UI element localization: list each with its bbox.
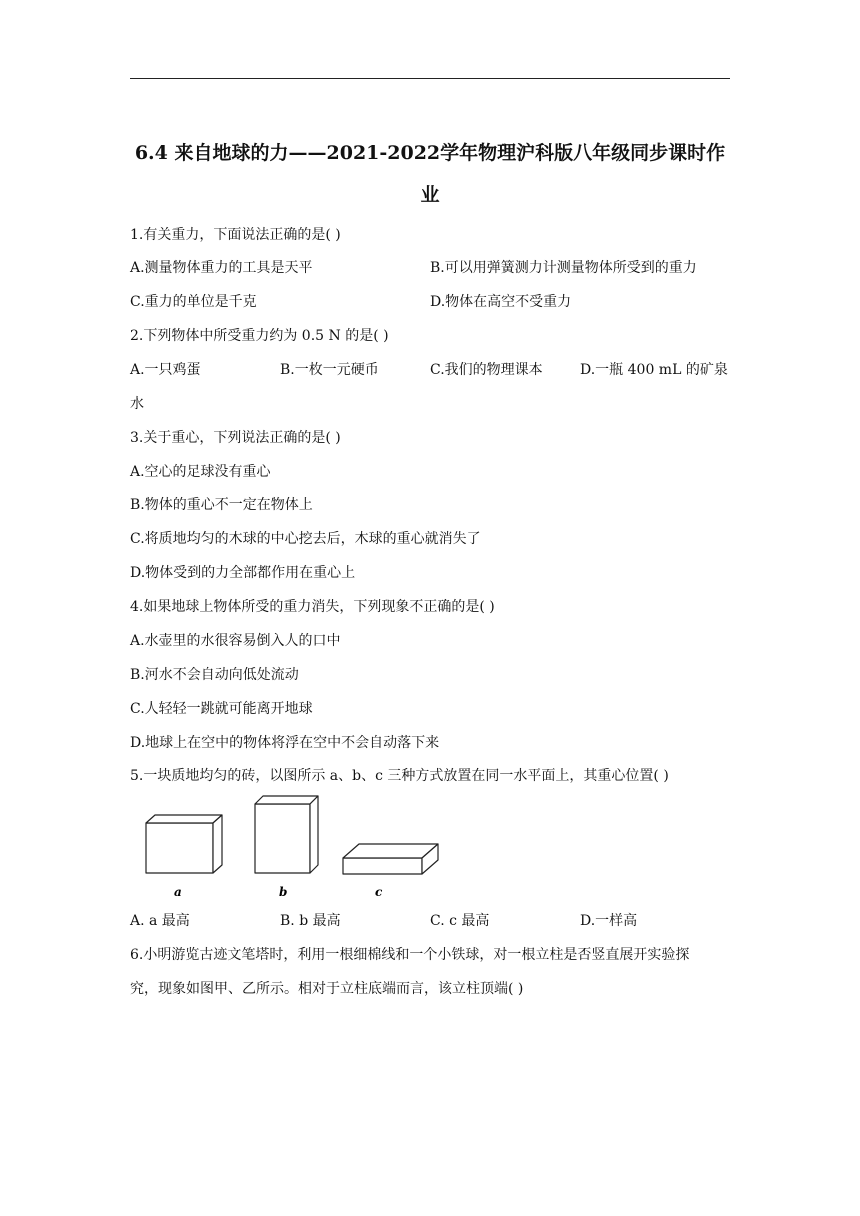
figure-label-c: c	[375, 885, 383, 899]
q1-option-d: D.物体在高空不受重力	[430, 294, 572, 310]
brick-c	[343, 844, 438, 874]
q1-option-a: A.测量物体重力的工具是天平	[130, 260, 313, 276]
q6-stem-line1: 6.小明游览古迹文笔塔时，利用一根细棉线和一个小铁球，对一根立柱是否竖直展开实验探	[130, 947, 690, 963]
q5-option-b: B. b 最高	[280, 913, 341, 929]
q3-option-b: B.物体的重心不一定在物体上	[130, 497, 313, 513]
q5-option-c: C. c 最高	[430, 913, 490, 929]
q3-option-c: C.将质地均匀的木球的中心挖去后，木球的重心就消失了	[130, 531, 481, 547]
header-rule	[130, 78, 730, 79]
q5-stem: 5.一块质地均匀的砖，以图所示 a、b、c 三种方式放置在同一水平面上，其重心位置( )	[130, 768, 669, 784]
doc-title-line1: 6.4 来自地球的力——2021-2022学年物理沪科版八年级同步课时作	[134, 142, 726, 164]
q1-stem: 1.有关重力，下面说法正确的是( )	[130, 227, 341, 243]
q3-option-a: A.空心的足球没有重心	[130, 464, 271, 480]
q4-option-d: D.地球上在空中的物体将浮在空中不会自动落下来	[130, 735, 440, 751]
q1-option-c: C.重力的单位是千克	[130, 294, 257, 310]
q5-option-a: A. a 最高	[130, 913, 190, 929]
doc-title-line2: 业	[420, 184, 440, 206]
q6-stem-line2: 究，现象如图甲、乙所示。相对于立柱底端而言，该立柱顶端( )	[130, 981, 524, 997]
q2-stem: 2.下列物体中所受重力约为 0.5 N 的是( )	[130, 328, 389, 344]
q3-option-d: D.物体受到的力全部都作用在重心上	[130, 565, 356, 581]
q2-option-a: A.一只鸡蛋	[130, 362, 201, 378]
q4-option-c: C.人轻轻一跳就可能离开地球	[130, 701, 313, 717]
q2-option-b: B.一枚一元硬币	[280, 362, 379, 378]
q4-option-a: A.水壶里的水很容易倒入人的口中	[130, 633, 341, 649]
q2-option-d: D.一瓶 400 mL 的矿泉	[580, 362, 728, 378]
q5-option-d: D.一样高	[580, 913, 638, 929]
q1-option-b: B.可以用弹簧测力计测量物体所受到的重力	[430, 260, 697, 276]
figure-label-a: a	[174, 885, 182, 899]
q4-stem: 4.如果地球上物体所受的重力消失，下列现象不正确的是( )	[130, 599, 495, 615]
q2-option-d-continuation: 水	[130, 396, 144, 412]
brick-a	[146, 815, 222, 873]
q2-option-c: C.我们的物理课本	[430, 362, 543, 378]
brick-b	[255, 796, 318, 873]
q5-brick-figure	[130, 788, 460, 903]
q3-stem: 3.关于重心，下列说法正确的是( )	[130, 430, 341, 446]
q4-option-b: B.河水不会自动向低处流动	[130, 667, 299, 683]
figure-label-b: b	[279, 885, 288, 899]
